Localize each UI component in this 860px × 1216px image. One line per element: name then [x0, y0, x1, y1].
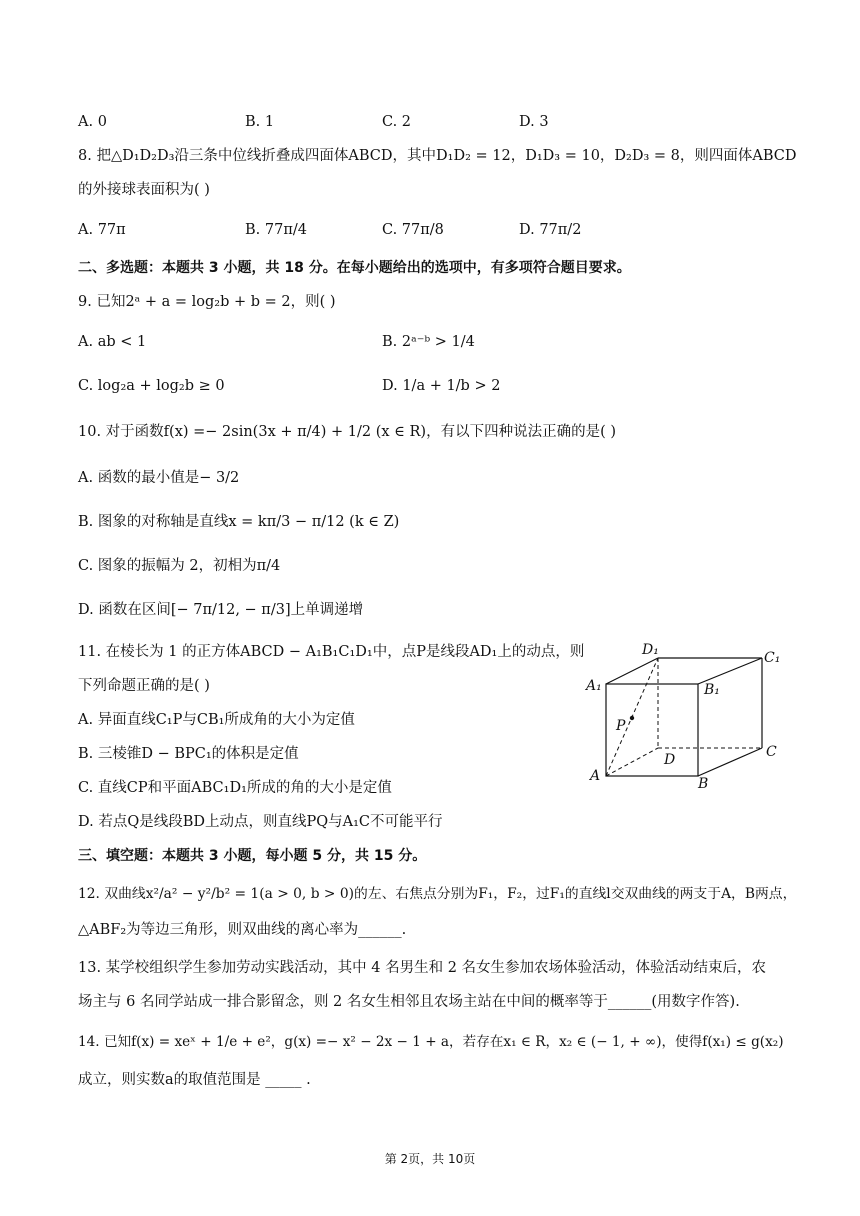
q13-stem-line1: 13. 某学校组织学生参加劳动实践活动，其中 4 名男生和 2 名女生参加农场体验活动，体验活动结束后，农: [78, 960, 767, 976]
edge-b1c1: [698, 658, 762, 684]
q8-stem-line2: 的外接球表面积为( ): [78, 182, 210, 198]
q8-option-b: B. 77π/4: [245, 222, 307, 238]
q10-option-a: A. 函数的最小值是− 3/2: [78, 470, 240, 486]
q13-stem-line2: 场主与 6 名同学站成一排合影留念，则 2 名女生相邻且农场主站在中间的概率等于______(用数字作答).: [78, 994, 740, 1010]
label-c: C: [766, 744, 777, 760]
page-footer: 第 2页，共 10页: [384, 1152, 476, 1166]
edge-a1d1: [606, 658, 658, 684]
q11-option-b: B. 三棱锥D − BPC₁的体积是定值: [78, 746, 299, 762]
label-a1: A₁: [586, 678, 602, 694]
label-c1: C₁: [764, 650, 781, 666]
q7-option-b: B. 1: [245, 114, 275, 130]
q8-option-c: C. 77π/8: [382, 222, 444, 238]
point-p: [630, 716, 634, 720]
q11-option-d: D. 若点Q是线段BD上动点，则直线PQ与A₁C不可能平行: [78, 814, 443, 830]
q10-option-d: D. 函数在区间[− 7π/12, − π/3]上单调递增: [78, 602, 364, 618]
q11-option-c: C. 直线CP和平面ABC₁D₁所成的角的大小是定值: [78, 780, 392, 796]
q8-option-a: A. 77π: [78, 222, 126, 238]
q10-option-b: B. 图象的对称轴是直线x = kπ/3 − π/12 (k ∈ Z): [78, 514, 400, 530]
q9-option-b: B. 2ᵃ⁻ᵇ > 1/4: [382, 334, 475, 350]
q11-stem-line1: 11. 在棱长为 1 的正方体ABCD − A₁B₁C₁D₁中，点P是线段AD₁上的动点，则: [78, 644, 585, 660]
q14-stem-line2: 成立，则实数a的取值范围是 _____ .: [78, 1072, 311, 1088]
q11-option-a: A. 异面直线C₁P与CB₁所成角的大小为定值: [78, 712, 355, 728]
q11-stem-line2: 下列命题正确的是( ): [78, 678, 210, 694]
q8-stem-line1: 8. 把△D₁D₂D₃沿三条中位线折叠成四面体ABCD，其中D₁D₂ = 12，D₁D₃ = 10，D₂D₃ = 8，则四面体ABCD: [78, 148, 797, 164]
q10-option-c: C. 图象的振幅为 2，初相为π/4: [78, 558, 281, 574]
edge-ad-hidden: [606, 748, 658, 776]
q7-option-a: A. 0: [78, 114, 107, 130]
q7-option-d: D. 3: [519, 114, 549, 130]
label-a: A: [590, 768, 601, 784]
q12-stem-line2: △ABF₂为等边三角形，则双曲线的离心率为______.: [78, 922, 407, 938]
cube-figure: [578, 638, 788, 790]
label-b: B: [698, 776, 709, 790]
label-b1: B₁: [704, 682, 720, 698]
q9-option-a: A. ab < 1: [78, 334, 147, 350]
label-d: D: [664, 752, 676, 768]
label-p: P: [616, 718, 626, 734]
q9-option-d: D. 1/a + 1/b > 2: [382, 378, 501, 394]
q9-stem: 9. 已知2ᵃ + a = log₂b + b = 2，则( ): [78, 294, 336, 310]
section-heading-multiple-choice: 二、多选题：本题共 3 小题，共 18 分。在每小题给出的选项中，有多项符合题目要求。: [78, 260, 631, 276]
q8-option-d: D. 77π/2: [519, 222, 582, 238]
q14-stem-line1: 14. 已知f(x) = xeˣ + 1/e + e²，g(x) =− x² − 2x − 1 + a，若存在x₁ ∈ R，x₂ ∈ (− 1, + ∞)，使得f(x₁) ≤ g(x₂): [78, 1034, 784, 1050]
q7-option-c: C. 2: [382, 114, 412, 130]
q10-stem: 10. 对于函数f(x) =− 2sin(3x + π/4) + 1/2 (x ∈ R)，有以下四种说法正确的是( ): [78, 424, 617, 440]
section-heading-fill-in: 三、填空题：本题共 3 小题，每小题 5 分，共 15 分。: [78, 848, 427, 864]
label-d1: D₁: [642, 642, 659, 658]
edge-cb: [698, 748, 762, 776]
q9-option-c: C. log₂a + log₂b ≥ 0: [78, 378, 225, 394]
q12-stem-line1: 12. 双曲线x²/a² − y²/b² = 1(a > 0, b > 0)的左、右焦点分别为F₁，F₂，过F₁的直线l交双曲线的两支于A，B两点，: [78, 886, 797, 902]
